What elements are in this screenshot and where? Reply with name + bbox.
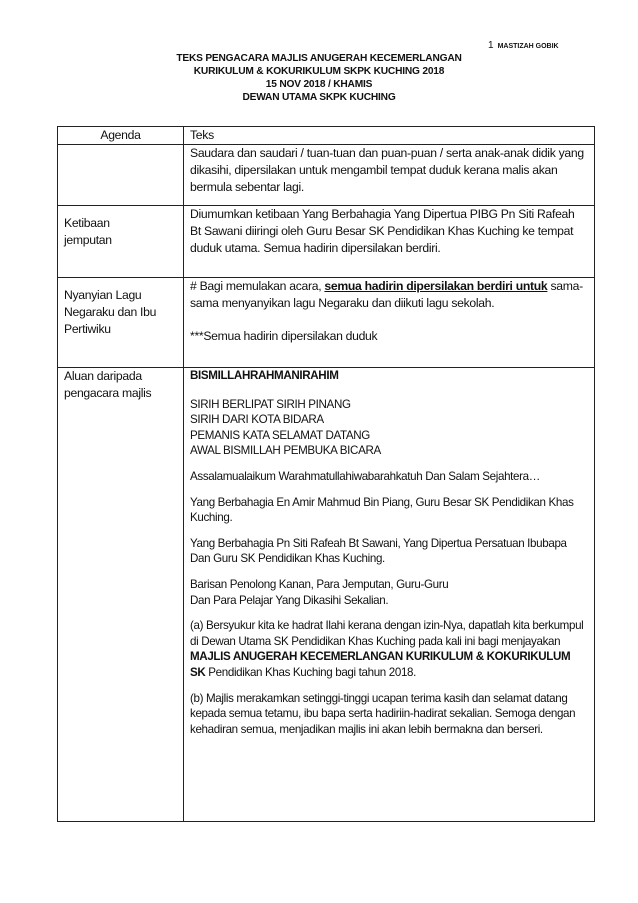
table-row: [58, 278, 595, 368]
header-teks: Teks: [184, 127, 595, 145]
table-row: [58, 368, 595, 822]
teks-song: sama-sama menyanyikan lagu Negaraku dan diikuti lagu sekolah.: [190, 279, 583, 310]
table-row: [58, 145, 595, 206]
teks-intro: # Bagi memulakan acara,: [190, 279, 325, 293]
heading-line-3: 15 NOV 2018 / KHAMIS: [265, 79, 373, 90]
agenda-cell: [58, 278, 184, 368]
agenda-jemputan: jemputan: [64, 233, 112, 247]
pantun: [190, 397, 588, 459]
dipertua-text: Yang Berbahagia Pn Siti Rafeah Bt Sawani, Yang Dipertua Persatuan Ibubapa Dan Guru SK Pendidikan Khas Kuching.: [190, 536, 567, 566]
paragraph-a-text: (a) Bersyukur kita ke hadrat Ilahi kerana dengan izin-Nya, dapatlah kita berkumpul di Dewan Utama SK Pendidikan Khas Kuching pada kali ini bagi menjayakan: [190, 619, 584, 648]
agenda-negaraku: Negaraku dan Ibu: [64, 305, 157, 319]
page-header-number: [488, 40, 559, 51]
table-header-row: [58, 127, 595, 145]
agenda-cell: [58, 145, 184, 206]
barisan-line-2: Dan Para Pelajar Yang Dikasihi Sekalian.: [190, 593, 389, 607]
agenda-aluan: Aluan daripada: [64, 369, 142, 383]
salam-text: Assalamualaikum Warahmatullahiwabarahkatuh Dan Salam Sejahtera…: [190, 469, 540, 483]
heading-line-1: TEKS PENGACARA MAJLIS ANUGERAH KECEMERLANGAN: [176, 53, 462, 64]
paragraph-a: [190, 618, 588, 680]
teks-cell: Saudara dan saudari / tuan-tuan dan puan-puan / serta anak-anak didik yang dikasihi, dipersilakan untuk mengambil tempat duduk kerana malis akan bermula sebentar lagi.: [184, 145, 595, 206]
agenda-cell: [58, 206, 184, 278]
barisan-line-1: Barisan Penolong Kanan, Para Jemputan, Guru-Guru: [190, 577, 449, 591]
document-heading: [0, 52, 638, 104]
author-name: MASTIZAH GOBIK: [497, 43, 559, 50]
paragraph-b: (b) Majlis merakamkan setinggi-tinggi ucapan terima kasih dan selamat datang kepada semua tetamu, ibu bapa serta hadiriin-hadirat sekalian. Semoga dengan kehadiran semua, menjadikan majlis ini akan lebih bermakna dan berseri.: [190, 691, 576, 736]
heading-line-4: DEWAN UTAMA SKPK KUCHING: [242, 92, 396, 103]
pantun-line-1: SIRIH BERLIPAT SIRIH PINANG: [190, 397, 351, 411]
table-row: [58, 206, 595, 278]
barisan-text: [190, 577, 588, 608]
header-agenda: Agenda: [58, 127, 184, 145]
paragraph-a-tail: Pendidikan Khas Kuching bagi tahun 2018.: [205, 665, 417, 679]
bismillah-text: BISMILLAHRAHMANIRAHIM: [190, 369, 339, 382]
agenda-ketibaan: Ketibaan: [64, 216, 110, 230]
pantun-line-4: AWAL BISMILLAH PEMBUKA BICARA: [190, 444, 381, 458]
teks-instruction-bold: semua hadirin dipersilakan berdiri untuk: [324, 279, 548, 293]
guru-besar-text: Yang Berbahagia En Amir Mahmud Bin Piang, Guru Besar SK Pendidikan Khas Kuching.: [190, 495, 574, 525]
teks-cell: Diumumkan ketibaan Yang Berbahagia Yang Dipertua PIBG Pn Siti Rafeah Bt Sawani diiringi oleh Guru Besar SK Pendidikan Khas Kuching ke tempat duduk utama. Semua hadirin dipersilakan berdiri.: [184, 206, 595, 278]
agenda-cell: [58, 368, 184, 822]
agenda-table: [57, 126, 595, 822]
teks-duduk: ***Semua hadirin dipersilakan duduk: [190, 329, 378, 343]
agenda-pengacara: pengacara majlis: [64, 386, 152, 400]
agenda-pertiwiku: Pertiwiku: [64, 322, 111, 336]
page-number: 1: [488, 40, 494, 51]
agenda-nyanyian: Nyanyian Lagu: [64, 288, 142, 302]
pantun-line-2: SIRIH DARI KOTA BIDARA: [190, 413, 324, 427]
pantun-line-3: PEMANIS KATA SELAMAT DATANG: [190, 428, 370, 442]
teks-cell: [184, 368, 595, 822]
paragraph-a-bold: MAJLIS ANUGERAH KECEMERLANGAN KURIKULUM & KOKURIKULUM SK: [190, 650, 571, 679]
teks-cell: [184, 278, 595, 368]
heading-line-2: KURIKULUM & KOKURIKULUM SKPK KUCHING 2018: [193, 66, 445, 77]
